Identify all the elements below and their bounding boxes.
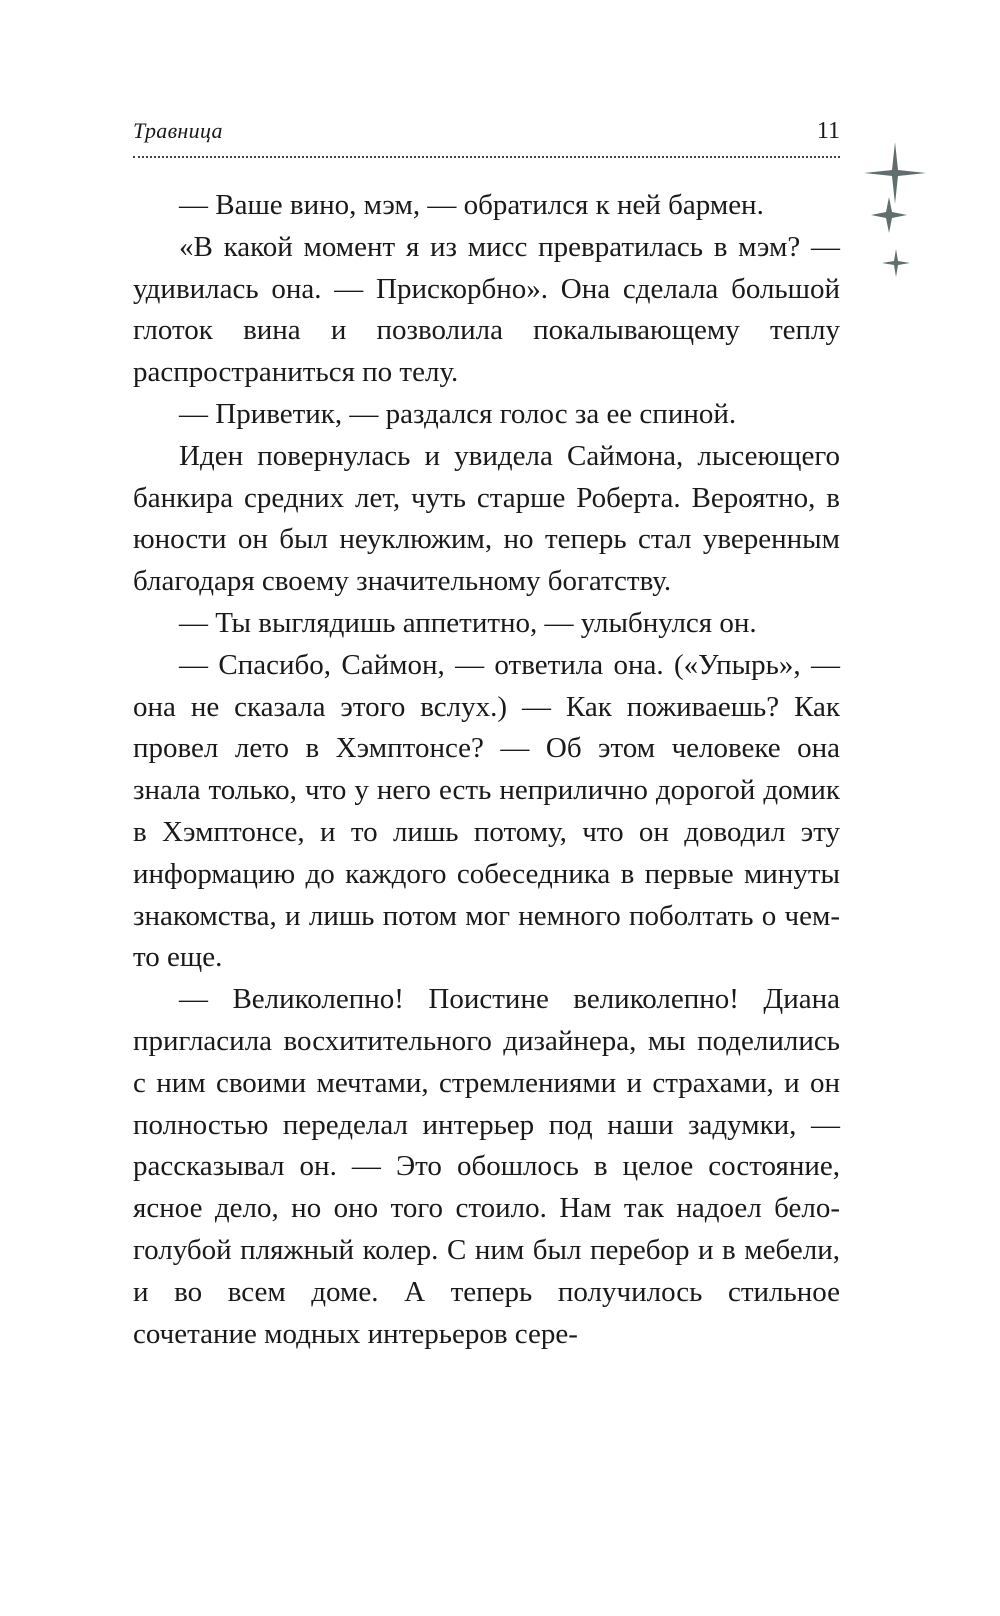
medium-star-icon bbox=[871, 197, 907, 233]
sparkle-stars-icon bbox=[860, 138, 930, 288]
paragraph: — Ваше вино, мэм, — обратился к ней бармен. bbox=[179, 189, 764, 221]
page-number: 11 bbox=[816, 118, 840, 144]
paragraph: — Ты выглядишь аппетитно, — улыбнулся он. bbox=[179, 606, 757, 639]
large-star-icon bbox=[864, 142, 926, 204]
paragraph: — Приветик, — раздался голос за ее спиной. bbox=[179, 397, 737, 430]
running-head bbox=[133, 114, 840, 148]
paragraph: — Спасибо, Саймон, — ответила она. («Упырь», — она не сказала этого вслух.) — Как поживаешь? Как провел лето в Хэмптонсе? — Об этом человеке она знала только, что у него есть неприлично дорогой домик в Хэмптонсе, и то лишь потому, что он доводил эту информацию до каждого собеседника в первые минуты знакомства, и лишь потом мог немного поболтать о чем-то еще. bbox=[133, 648, 840, 974]
paragraph: «В какой момент я из мисс превратилась в мэм? — удивилась она. — Прискорбно». Она сделала большой глоток вина и позволила покалывающему теплу распространиться по телу. bbox=[133, 230, 840, 389]
small-star-icon bbox=[882, 249, 910, 277]
paragraph: — Великолепно! Поистине великолепно! Диана пригласила восхитительного дизайнера, мы поделились с ним своими мечтами, стремлениями и страхами, и он полностью переделал интерьер под наши задумки, — рассказывал он. — Это обошлось в целое состояние, ясное дело, но оно того стоило. Нам так надоел бело-голубой пляжный колер. С ним был перебор и в мебели, и во всем доме. А теперь получилось стильное сочетание модных интерьеров сере- bbox=[133, 983, 840, 1350]
body-text bbox=[133, 185, 840, 1355]
paragraph: Иден повернулась и увидела Саймона, лысеющего банкира средних лет, чуть старше Роберта. Вероятно, в юности он был неуклюжим, но теперь стал уверенным благодаря своему значительному богатству. bbox=[133, 439, 840, 598]
header-dotted-rule bbox=[133, 156, 840, 158]
running-title: Травница bbox=[133, 118, 223, 143]
